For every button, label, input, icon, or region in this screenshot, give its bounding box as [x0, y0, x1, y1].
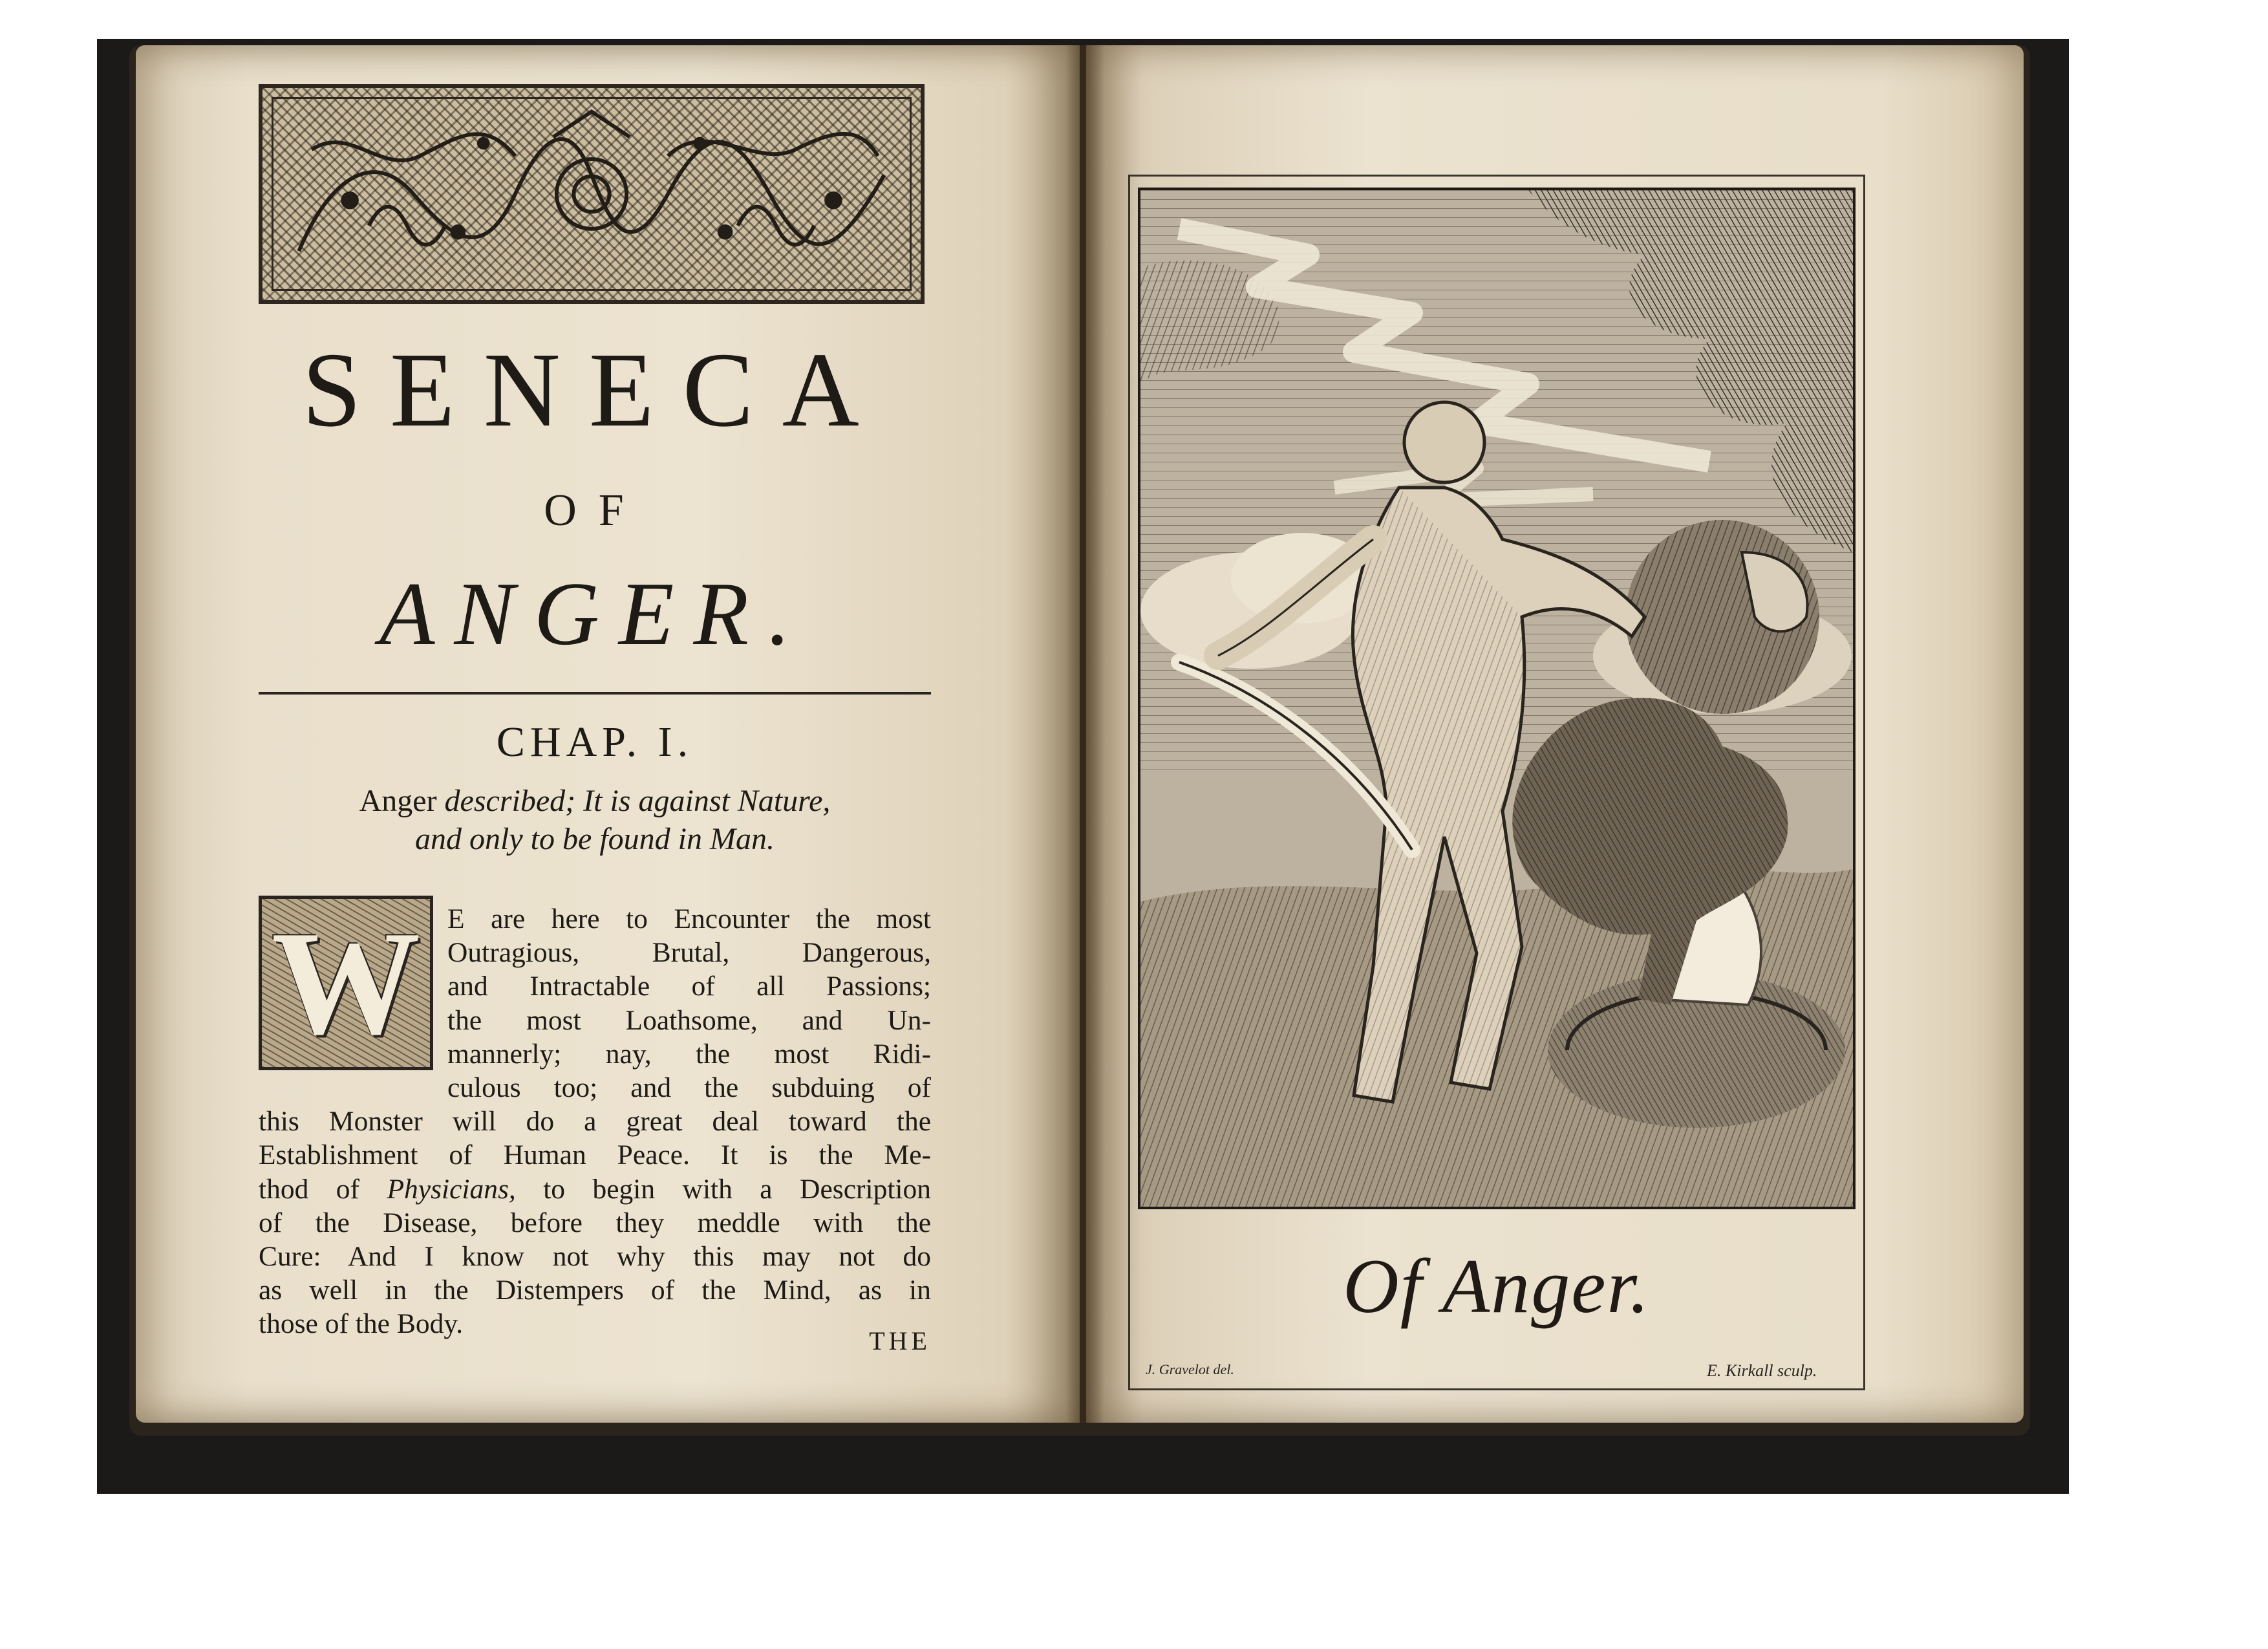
body-line: the most Loathsome, and Un- — [447, 1004, 931, 1036]
book-gutter — [1065, 45, 1104, 1423]
catchword: THE — [869, 1326, 931, 1355]
body-line-italic: Physicians, — [387, 1173, 516, 1205]
title-rule — [259, 692, 931, 695]
engraving-illustration-icon — [1140, 190, 1853, 1207]
body-text — [259, 902, 931, 1341]
body-line: culous too; and the subduing of — [447, 1072, 931, 1103]
title-seneca: SENECA — [302, 330, 888, 449]
body-line — [259, 1172, 931, 1206]
body-line: mannerly; nay, the most Ridi- — [447, 1038, 931, 1070]
body-line: and Intractable of all Passions; — [447, 971, 931, 1002]
summary-line-1 — [259, 782, 931, 821]
body-line-part: thod of — [259, 1173, 387, 1205]
engraved-plate — [1138, 188, 1856, 1209]
chapter-heading: CHAP. I. — [496, 718, 694, 766]
summary-word-anger: Anger — [359, 784, 445, 818]
body-line: of the Disease, before they meddle with the — [259, 1207, 931, 1238]
body-line: Establishment of Human Peace. It is the Me- — [259, 1139, 931, 1171]
summary-line-2: and only to be found in Man. — [415, 821, 775, 856]
body-line: as well in the Distempers of the Mind, as in — [259, 1275, 931, 1306]
body-line: E are here to Encounter the most — [447, 903, 931, 934]
chapter-summary — [259, 782, 931, 858]
title-of: OF — [544, 486, 646, 535]
body-line: Cure: And I know not why this may not do — [259, 1240, 931, 1272]
title-anger: ANGER. — [379, 564, 811, 664]
headpiece-ornament-icon — [273, 99, 910, 289]
body-line: Outragious, Brutal, Dangerous, — [447, 937, 931, 969]
plate-caption: Of Anger. — [1343, 1243, 1651, 1329]
artist-credit: J. Gravelot del. — [1146, 1361, 1234, 1377]
ornamental-headpiece — [259, 84, 925, 304]
body-line: those of the Body. — [259, 1308, 464, 1340]
drop-cap-letter: W — [272, 900, 420, 1065]
headpiece-inner-border — [272, 97, 912, 291]
body-line: this Monster will do a great deal toward the — [259, 1106, 931, 1137]
summary-line-1-rest: described; It is against Nature, — [444, 784, 831, 818]
engraver-credit: E. Kirkall sculp. — [1707, 1361, 1817, 1380]
body-line-part: to begin with a Description — [515, 1173, 931, 1205]
